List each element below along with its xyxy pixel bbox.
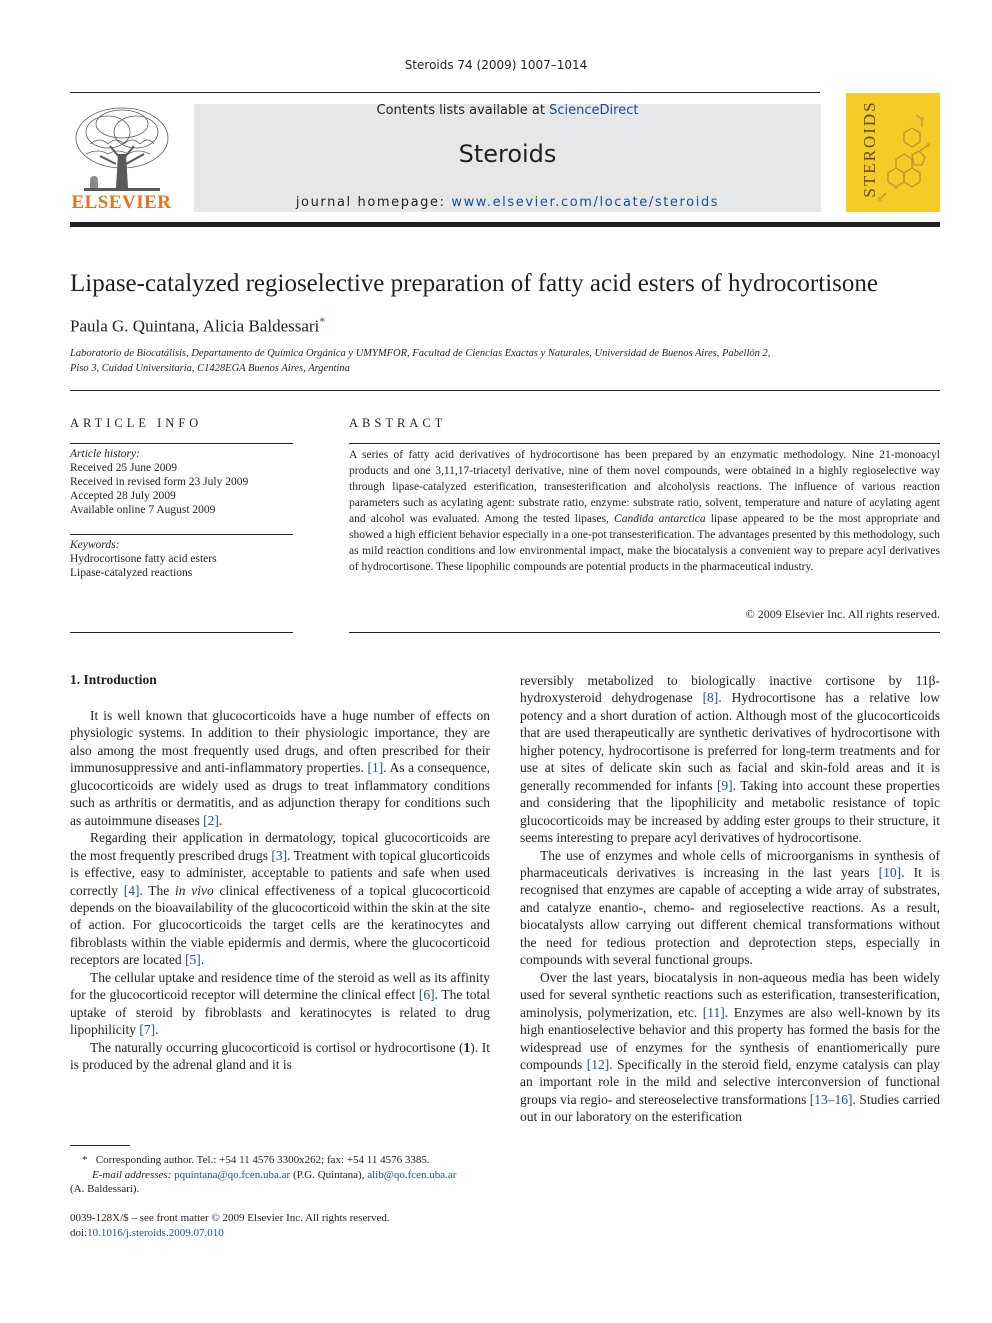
article-title: Lipase-catalyzed regioselective preparation of fatty acid esters of hydrocortisone xyxy=(70,270,878,297)
accepted-date: Accepted 28 July 2009 xyxy=(70,490,176,502)
ref-link[interactable]: [9] xyxy=(716,777,733,793)
ref-link[interactable]: [1] xyxy=(367,760,384,776)
keyword-2: Lipase-catalyzed reactions xyxy=(70,567,193,579)
email-label: E-mail addresses: xyxy=(92,1168,172,1181)
text: . xyxy=(155,1022,159,1038)
ref-link[interactable]: [10] xyxy=(878,864,902,880)
abstract-text xyxy=(349,447,940,575)
keywords-label: Keywords: xyxy=(70,539,120,551)
corresponding-author-mark[interactable]: * xyxy=(319,314,326,328)
journal-cover xyxy=(846,93,940,212)
intro-paragraph-6 xyxy=(520,847,940,969)
sciencedirect-link[interactable]: ScienceDirect xyxy=(549,103,639,118)
email-line xyxy=(70,1168,500,1183)
text: in vivo xyxy=(175,882,214,898)
text: . Specifically in the steroid field, enzyme catalysis can play an important role in the mild and selective interconversion of functional groups via regio- and stereoselective transformations xyxy=(520,1056,941,1107)
text: . Enzymes are also well-known by its high enantioselective behavior and this property has formed the basis for the widespread use of enzymes for the synthesis of enantiomerically pure compounds xyxy=(520,1004,940,1072)
intro-paragraph-5 xyxy=(520,672,940,847)
keyword-1: Hydrocortisone fatty acid esters xyxy=(70,553,217,565)
text: The cellular uptake and residence time of the steroid as well as its affinity for the glucocorticoid receptor will determine the clinical effect xyxy=(70,969,490,1003)
history-label: Article history: xyxy=(70,448,140,460)
text: reversibly metabolized to biologically inactive cortisone by 11β-hydroxysteroid dehydrogenase xyxy=(520,673,940,706)
right-column xyxy=(520,672,940,1126)
received-date: Received 25 June 2009 xyxy=(70,462,177,474)
contents-line xyxy=(194,103,821,118)
text: The naturally occurring glucocorticoid is cortisol or hydrocortisone ( xyxy=(90,1039,464,1055)
doi-link[interactable]: 10.1016/j.steroids.2009.07.010 xyxy=(87,1226,224,1239)
online-date: Available online 7 August 2009 xyxy=(70,504,216,516)
article-info-heading: ARTICLE INFO xyxy=(70,416,203,430)
email-owner-1: (P.G. Quintana), xyxy=(290,1168,368,1181)
ref-link[interactable]: [13–16] xyxy=(809,1091,853,1107)
text: . Studies carried out in our laboratory on the esterification xyxy=(520,1091,941,1125)
intro-paragraph-1 xyxy=(70,707,490,829)
abstract-bottom-rule xyxy=(349,632,940,633)
doi-line xyxy=(70,1226,570,1241)
abstract-species: Candida antarctica xyxy=(614,513,706,525)
revised-date: Received in revised form 23 July 2009 xyxy=(70,476,249,488)
footnote xyxy=(70,1153,500,1197)
header-top-rule xyxy=(70,92,820,93)
corresponding-text: Corresponding author. Tel.: +54 11 4576 3300x262; fax: +54 11 4576 3385. xyxy=(95,1154,430,1166)
ref-link[interactable]: [2] xyxy=(203,812,219,828)
intro-paragraph-3 xyxy=(70,969,490,1039)
ref-link[interactable]: [12] xyxy=(586,1056,610,1072)
text: . As a consequence, glucocorticoids are widely used as drugs to treat inflammatory conditions such as arthritis or dermatitis, and as adjunction therapy for conditions such as autoimmune diseases xyxy=(70,760,491,828)
elsevier-wordmark: ELSEVIER xyxy=(71,192,172,213)
left-column xyxy=(70,707,490,1074)
text: The use of enzymes and whole cells of microorganisms in synthesis of pharmaceuticals derivatives is increasing in the last years xyxy=(520,847,940,880)
compound-number: 1 xyxy=(463,1039,471,1055)
text: . The total uptake of steroid by fibroblasts and keratinocytes is related to drug lipophilicity xyxy=(70,987,490,1038)
intro-paragraph-2 xyxy=(70,829,490,969)
email-owner-2: (A. Baldessari). xyxy=(70,1183,140,1195)
text: . The xyxy=(139,882,176,898)
abstract-rule xyxy=(349,443,940,444)
homepage-prefix: journal homepage: xyxy=(295,195,452,210)
contents-prefix: Contents lists available at xyxy=(376,103,550,118)
authors xyxy=(70,314,325,337)
footnote-mark: * xyxy=(82,1154,88,1166)
text: . It is recognised that enzymes are capable of accepting a wide array of substrates, and catalyze enantio-, chemo- and regioselective reactions. As a result, biocatalysts allow carrying out different chemical transformations without the need for tedious protection and deprotection steps, especially in compounds with several functional groups. xyxy=(520,864,940,968)
footnote-rule xyxy=(70,1145,130,1146)
text: clinical effectiveness of a topical glucocorticoid depends on the bioavailability of the glucocorticoid within the skin at the site of action. For glucocorticoids the target cells are the keratinocytes and fibroblasts within the viable epidermis and dermis, where the glucocorticoid receptors are located xyxy=(70,882,490,968)
ref-link[interactable]: [8] xyxy=(702,690,719,706)
text: Regarding their application in dermatology, topical glucocorticoids are the most frequently prescribed drugs xyxy=(70,830,490,863)
ref-link[interactable]: [7] xyxy=(139,1022,156,1038)
ref-link[interactable]: [4] xyxy=(123,882,140,898)
affiliation xyxy=(70,346,940,376)
journal-title: Steroids xyxy=(458,140,557,168)
homepage-link[interactable]: www.elsevier.com/locate/steroids xyxy=(451,195,720,210)
doi-prefix: doi: xyxy=(70,1226,88,1239)
ref-link[interactable]: [6] xyxy=(418,987,435,1003)
cover-title: STEROIDS xyxy=(860,100,879,198)
affiliation-line-1: Laboratorio de Biocatálisis, Departamento de Química Orgánica y UMYMFOR, Facultad de Ciencias Exactas y Naturales, Universidad de Buenos Aires, Pabellón 2, xyxy=(70,348,771,359)
introduction-heading: 1. Introduction xyxy=(70,672,157,687)
text: It is well known that glucocorticoids have a huge number of effects on physiologic systems. In addition to their physiologic importance, they are also among the most frequently used drugs, and often prescribed for their immunosuppressive and anti-inflammatory properties. xyxy=(70,708,490,776)
title-divider xyxy=(70,390,940,391)
journal-homepage xyxy=(194,195,821,210)
header-bottom-rule xyxy=(70,222,940,227)
ref-link[interactable]: [11] xyxy=(702,1004,725,1020)
email-link-1[interactable]: pquintana@qo.fcen.uba.ar xyxy=(174,1168,291,1181)
front-matter xyxy=(70,1211,570,1240)
text: . Taking into account these properties and considering that the lipophilicity and metabolic resistance of topic glucocorticoids may be increased by adding ester groups to their structure, it seems interesting to prepare acyl derivatives of hydrocortisone. xyxy=(520,777,941,846)
article-history xyxy=(70,447,293,517)
intro-paragraph-7 xyxy=(520,969,940,1126)
abstract-part-1: A series of fatty acid derivatives of hydrocortisone has been prepared by an enzymatic methodology. Nine 21-monoacyl products and one 3,11,17-triacetyl derivative, nine of them novel compounds, were obtained in a highly regioselective way through lipase-catalyzed esterification, transesterification and alcoholysis reactions. The influence of various reaction parameters such as acylating agent: substrate ratio, enzyme: substrate ratio, solvent, temperature and nature of acylating agent and alcohol was evaluated. Among the tested lipases, xyxy=(349,449,940,525)
text: . Treatment with topical glucorticoids is effective, easy to administer, acceptable to patients and safe when used correctly xyxy=(70,847,490,898)
article-info-rule xyxy=(70,443,293,444)
keywords xyxy=(70,538,293,580)
ref-link[interactable]: [3] xyxy=(271,847,288,863)
text: . xyxy=(218,812,223,828)
abstract-heading: ABSTRACT xyxy=(349,416,447,430)
issn-line: 0039-128X/$ – see front matter © 2009 Elsevier Inc. All rights reserved. xyxy=(70,1212,390,1224)
email-link-2[interactable]: alib@qo.fcen.uba.ar xyxy=(367,1168,457,1181)
text: . Hydrocortisone has a relative low potency and a short duration of action. Although most of the glucocorticoids that are used therapeutically are synthetic derivatives of hydrocortisone with higher potency, hydrocortisone is preferred for long-term treatments and for use at sites of delicate skin such as facial and skin-fold areas and it is generally recommended for infants xyxy=(520,690,940,793)
elsevier-tree-icon xyxy=(70,104,173,196)
keywords-rule xyxy=(70,534,293,535)
intro-paragraph-4 xyxy=(70,1039,490,1074)
journal-citation: Steroids 74 (2009) 1007–1014 xyxy=(404,58,588,72)
corresponding-author-note xyxy=(70,1153,500,1168)
abstract-copyright: © 2009 Elsevier Inc. All rights reserved. xyxy=(745,607,940,621)
text: . xyxy=(200,952,205,968)
elsevier-logo xyxy=(70,104,173,214)
ref-link[interactable]: [5] xyxy=(185,952,201,968)
abstract-part-2: lipase appeared to be the most appropriate and showed a high efficient behavior especially in a one-pot transesterification. The advantages presented by this methodology, such as mild reaction conditions and low environmental impact, make the biocatalysis a convenient way to prepare acyl derivatives of hydrocortisone. These lipophilic compounds are potential products in the pharmaceutical industry. xyxy=(349,513,940,573)
text: ). It is produced by the adrenal gland and it is xyxy=(70,1039,490,1073)
author-names: Paula G. Quintana, Alicia Baldessari xyxy=(70,316,320,336)
text: Over the last years, biocatalysis in non-aqueous media has been widely used for several synthetic reactions such as esterification, transesterification, aminolysis, polymerization, etc. xyxy=(520,969,940,1020)
affiliation-line-2: Piso 3, Cuidad Universitaria, C1428EGA Buenos Aires, Argentina xyxy=(70,363,350,374)
article-info-bottom-rule xyxy=(70,632,293,633)
